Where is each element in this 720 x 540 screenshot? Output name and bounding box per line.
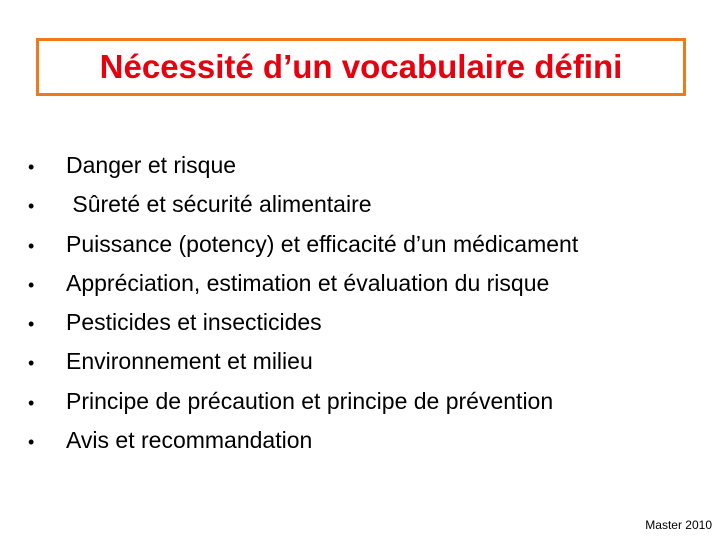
slide-footer: Master 2010 [645, 518, 712, 532]
bullet-text: Puissance (potency) et efficacité d’un médicament [66, 230, 579, 257]
bullet-item [28, 309, 578, 348]
bullet-icon: • [28, 314, 35, 335]
bullet-icon: • [28, 353, 35, 374]
bullet-item [28, 388, 578, 427]
bullet-text: Appréciation, estimation et évaluation du risque [66, 269, 550, 296]
bullet-text: Danger et risque [66, 152, 237, 178]
bullet-item [28, 152, 578, 191]
slide-title: Nécessité d’un vocabulaire défini [99, 48, 623, 85]
bullet-text: Principe de précaution et principe de prévention [66, 387, 554, 414]
bullet-text: Pesticides et insecticides [66, 309, 322, 336]
bullet-item [28, 427, 578, 466]
bullet-icon: • [28, 392, 35, 413]
bullet-item [28, 348, 578, 387]
bullet-item [28, 231, 578, 270]
slide-title-box [36, 38, 686, 96]
bullet-item [28, 191, 578, 230]
bullet-text: Sûreté et sécurité alimentaire [66, 191, 372, 218]
bullet-item [28, 270, 578, 309]
bullet-icon: • [28, 157, 35, 177]
bullet-icon: • [28, 235, 35, 256]
bullet-icon: • [28, 196, 35, 217]
bullet-text: Environnement et milieu [66, 348, 313, 375]
bullet-icon: • [28, 432, 35, 453]
bullet-list [28, 152, 578, 466]
bullet-text: Avis et recommandation [66, 427, 313, 454]
bullet-icon: • [28, 274, 35, 295]
